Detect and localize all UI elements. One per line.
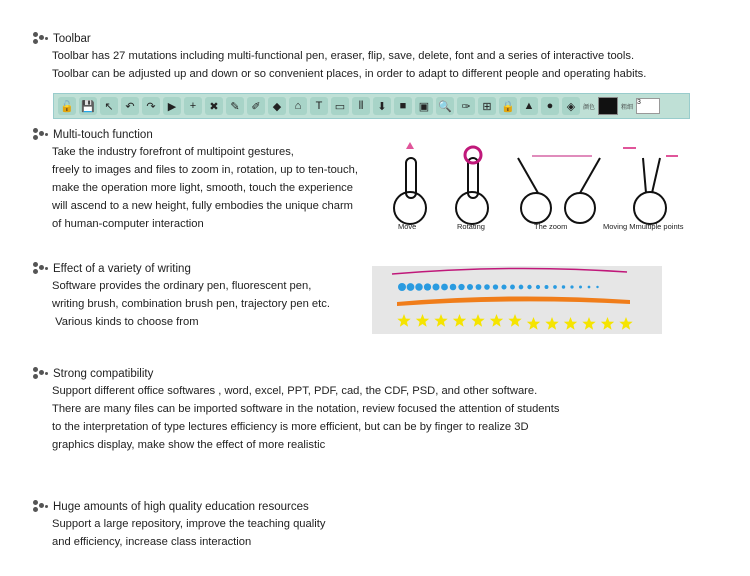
star-mark [490,314,503,327]
text-line: Take the industry forefront of multipoint gestures, [52,146,294,158]
pen-dot [527,285,531,289]
pen-dot [536,285,540,289]
color-swatch [598,97,618,115]
section-title: Effect of a variety of writing [53,263,191,275]
pen-dot [553,285,557,289]
pen-dot [501,284,506,289]
text-line: There are many files can be imported software in the notation, review focused the attention of students [52,403,560,415]
pen-dot [510,285,515,290]
star-mark [619,317,632,330]
toolbar-tool-icon: ▭ [331,97,349,115]
toolbar-label: 粗细 [621,104,634,111]
toolbar-tool-icon: ◆ [268,97,286,115]
text-line: Software provides the ordinary pen, fluorescent pen, [52,280,312,292]
toolbar-tool-icon: ▲ [520,97,538,115]
hand-zoom-icon [518,156,600,223]
pen-dot [441,284,448,291]
pen-dot [415,283,423,291]
section-title: Toolbar [53,33,91,45]
section-title: Multi-touch function [53,129,153,141]
pen-dot [407,283,415,291]
toolbar-label: 颜色 [583,104,596,111]
toolbar-tool-icon: ✐ [247,97,265,115]
star-mark [545,317,558,330]
toolbar-tool-icon: ● [541,97,559,115]
hand-multi-icon [623,148,678,224]
pen-dot [493,284,498,289]
pen-dot [424,283,431,290]
pen-dot [484,284,490,290]
pen-dot [579,286,582,289]
bullet-dots-icon [33,32,49,46]
toolbar-tool-icon: ✖ [205,97,223,115]
pen-dot [545,285,549,289]
pen-dot [450,284,457,291]
toolbar-tool-icon: ↷ [142,97,160,115]
bullet-dots-icon [33,367,49,381]
pen-dot [596,286,598,288]
pen-dot [432,283,439,290]
pen-dot [519,285,524,290]
pen-dot [458,284,464,290]
text-line: and efficiency, increase class interaction [52,536,252,548]
toolbar-tool-icon: ↖ [100,97,118,115]
pen-dot [467,284,473,290]
bullet-dots-icon [33,128,49,142]
pen-dot [476,284,482,290]
toolbar-tool-icon: ▣ [415,97,433,115]
text-line: make the operation more light, smooth, touch the experience [52,182,353,194]
gesture-label: Moving Mmultiple points [603,222,684,231]
hand-move-icon [394,158,426,224]
star-mark [397,314,410,327]
pen-dot [398,283,406,291]
toolbar-tool-icon: ✎ [226,97,244,115]
text-line: writing brush, combination brush pen, trajectory pen etc. [52,298,330,310]
toolbar-tool-icon: 🔒 [499,97,517,115]
width-select: 3 [636,98,660,114]
star-mark [601,317,614,330]
bullet-dots-icon [33,500,49,514]
section-multitouch [33,127,358,233]
hand-rotate-icon [456,147,488,224]
pen-dot [570,285,573,288]
toolbar-tool-icon: ✑ [457,97,475,115]
star-mark [471,314,484,327]
section-writing [33,261,330,331]
section-compatibility [33,366,559,454]
star-mark [434,314,447,327]
text-line: will ascend to a new height, fully embodies the unique charm [52,200,353,212]
section-toolbar [33,31,646,83]
toolbar-tool-icon: + [184,97,202,115]
section-title: Huge amounts of high quality education resources [53,501,309,513]
toolbar-tool-icon: 🔓 [58,97,76,115]
toolbar-tool-icon: ⌂ [289,97,307,115]
pen-dot [588,286,591,289]
toolbar-tool-icon: ▶ [163,97,181,115]
toolbar-tool-icon: ↶ [121,97,139,115]
text-line: Toolbar has 27 mutations including multi-functional pen, eraser, flip, save, delete, font and a series of interactive tools. [52,50,635,62]
section-resources [33,499,325,551]
toolbar-tool-icon: ◈ [562,97,580,115]
text-line: Various kinds to choose from [52,316,199,328]
toolbar-tool-icon: ⬇ [373,97,391,115]
text-line: graphics display, make show the effect of more realistic [52,439,326,451]
toolbar-image [53,93,690,119]
toolbar-tool-icon: ⫴ [352,97,370,115]
section-title: Strong compatibility [53,368,154,380]
toolbar-tool-icon: T [310,97,328,115]
toolbar-tool-icon: ■ [394,97,412,115]
toolbar-tool-icon: ⊞ [478,97,496,115]
toolbar-tool-icon: 💾 [79,97,97,115]
bullet-dots-icon [33,262,49,276]
toolbar-tool-icon: 🔍 [436,97,454,115]
text-line: Toolbar can be adjusted up and down or so convenient places, in order to adapt to different people and operating habits. [52,68,647,80]
text-line: to the interpretation of type lectures efficiency is more efficient, but can be by finger to realize 3D [52,421,529,433]
star-mark [416,314,429,327]
text-line: Support different office softwares , word, excel, PPT, PDF, cad, the CDF, PSD, and other software. [52,385,538,397]
text-line: of human-computer interaction [52,218,204,230]
star-mark [582,317,595,330]
text-line: freely to images and files to zoom in, rotation, up to ten-touch, [52,164,358,176]
star-mark [527,317,540,330]
star-mark [564,317,577,330]
gesture-label: The zoom [534,222,568,231]
star-mark [453,314,466,327]
star-mark [508,314,521,327]
text-line: Support a large repository, improve the teaching quality [52,518,326,530]
pen-effects-image [372,266,662,334]
gesture-label: Rotating [457,222,485,231]
pen-dot [562,285,565,288]
gesture-label: Move [398,222,417,231]
